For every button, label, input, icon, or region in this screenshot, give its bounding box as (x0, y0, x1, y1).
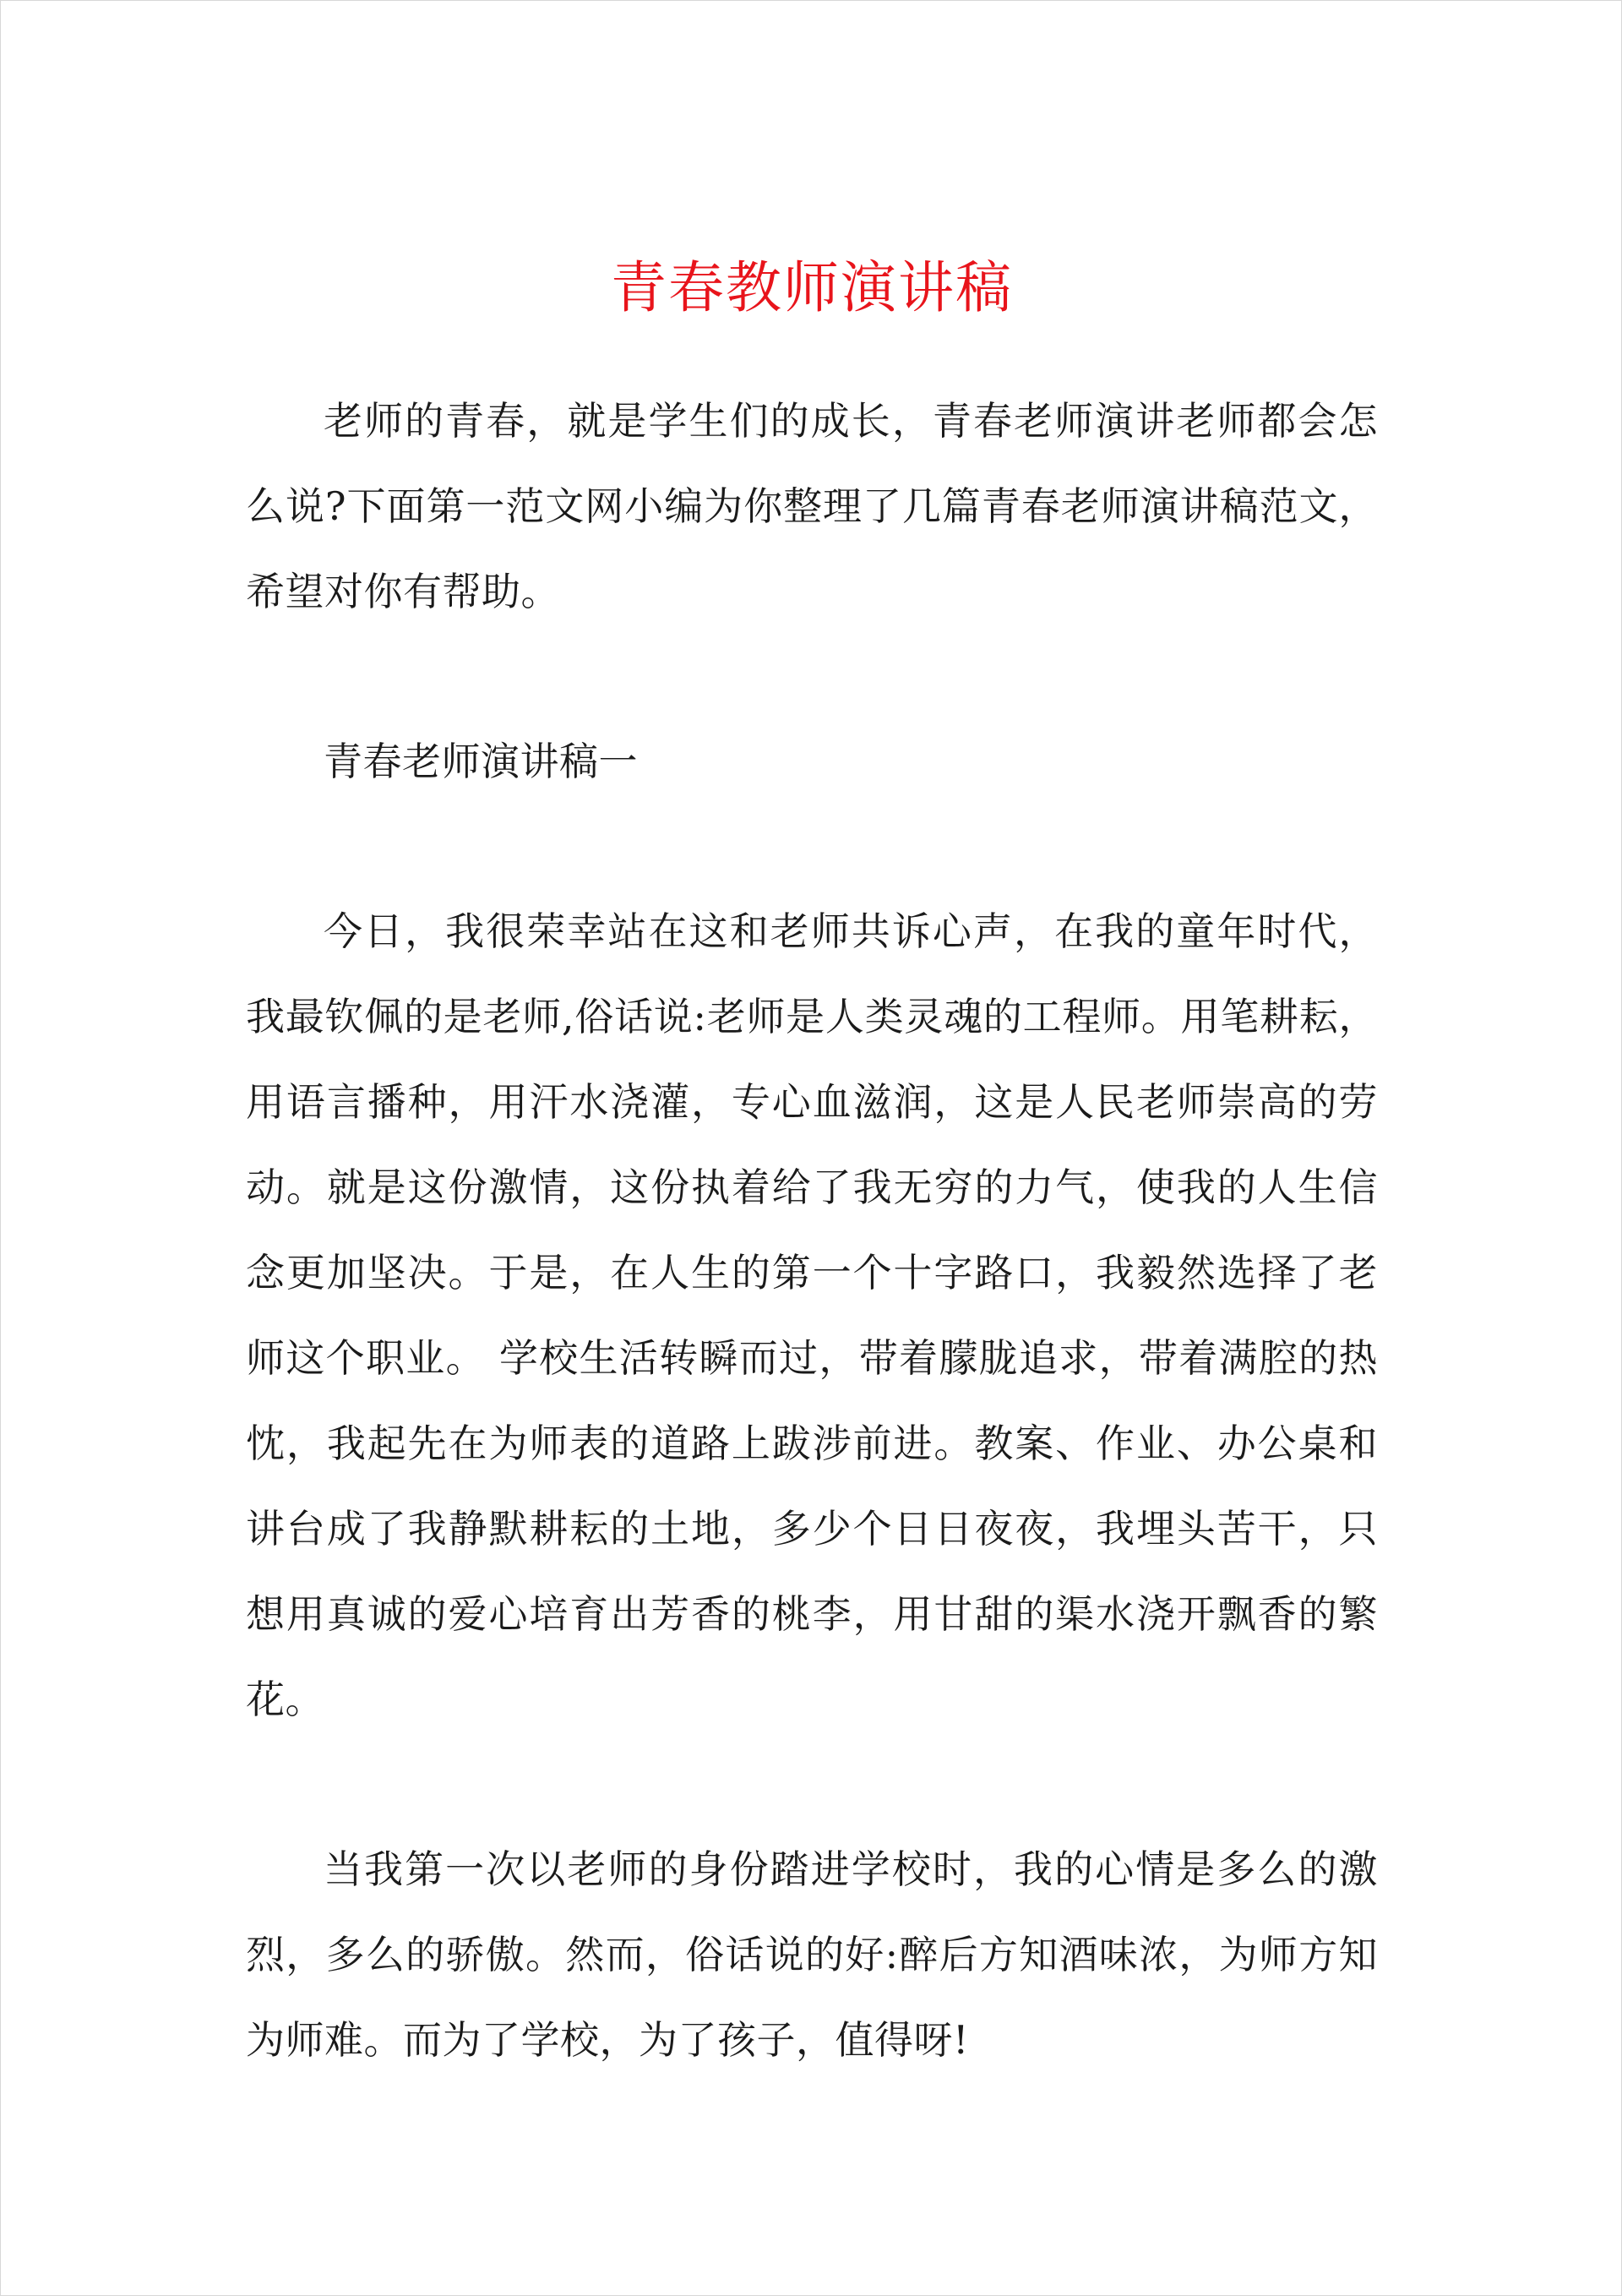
body-paragraph: 当我第一次以老师的身份踏进学校时，我的心情是多么的激烈，多么的骄傲。然而，俗话说的好:醉后方知酒味浓，为师方知为师难。而为了学校，为了孩子，值得呀! (246, 1846, 1378, 2064)
section-heading: 青春老师演讲稿一 (324, 739, 638, 785)
body-paragraph: 今日，我很荣幸站在这和老师共诉心声，在我的童年时代，我最钦佩的是老师,俗话说:老师是人类灵魂的工程师。用笔耕耘，用语言播种，用汗水浇灌，专心血滋润，这是人民老师崇高的劳动。就是这份激情，这份执着给了我无穷的力气，使我的人生信念更加坚决。于是，在人生的第一个十字路口，我毅然选择了老师这个职业。 学校生活转瞬而过，带着朦胧追求，带着满腔的热忱，我起先在为师表的道路上跋涉前进。教案、作业、办公桌和讲台成了我静默耕耘的土地，多少个日日夜夜，我埋头苦干，只想用真诚的爱心培育出芳香的桃李，用甘甜的渠水浇开飘香的繁花。 (246, 908, 1378, 1723)
document-title: 青春教师演讲稿 (611, 255, 1013, 320)
document-body (246, 254, 1378, 2168)
intro-paragraph: 老师的青春，就是学生们的成长，青春老师演讲老师都会怎么说?下面第一范文网小编为你整理了几篇青春老师演讲稿范文，希望对你有帮助。 (246, 398, 1378, 615)
